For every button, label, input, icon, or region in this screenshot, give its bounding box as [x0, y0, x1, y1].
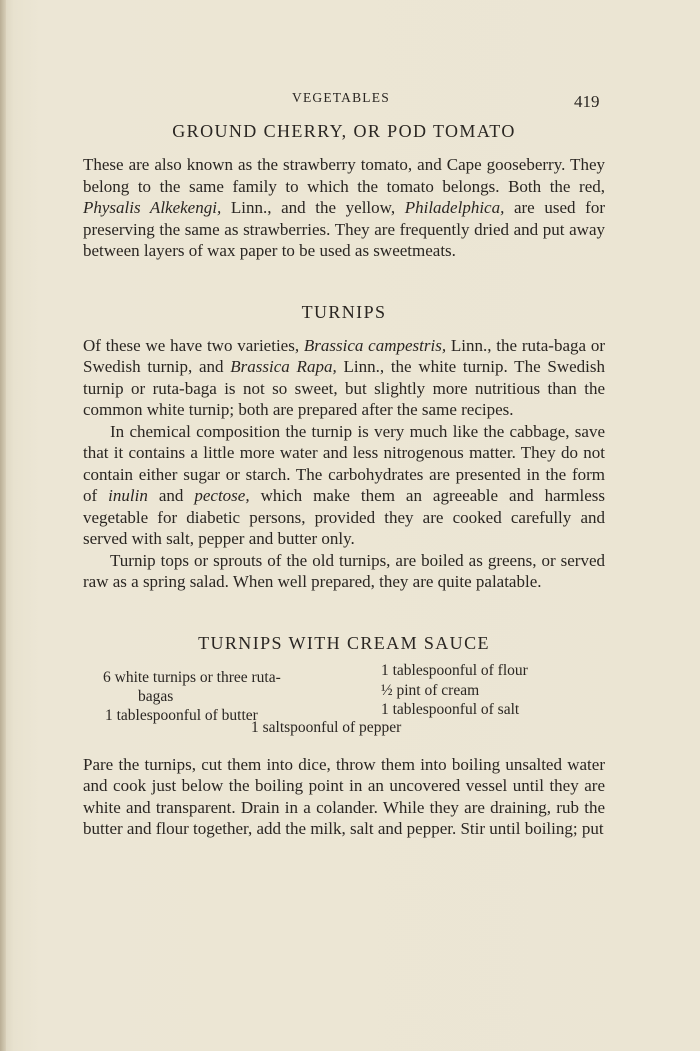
ingredient-flour: 1 tablespoonful of flour	[381, 661, 528, 679]
section-title-ground-cherry: GROUND CHERRY, OR POD TOMATO	[172, 121, 516, 141]
ingredient-pepper: 1 saltspoonful of pepper	[251, 718, 402, 736]
text-run: are used for preserving the same as strawberries. They are frequently dried and put away between layers of wax paper to be used as sweetmeats.	[83, 198, 605, 260]
running-head: VEGETABLES	[292, 90, 390, 105]
ingredient-cream: ½ pint of cream	[381, 681, 480, 699]
page-content	[83, 118, 605, 840]
paragraph-turnips-cream-method: Pare the turnips, cut them into dice, throw them into boiling unsalted water and cook just below the boiling point in an uncovered vessel until they are white and transparent. Drain in a colander. While they are draining, rub the butter and flour together, add the milk, salt and pepper. Stir until boiling; put	[83, 754, 605, 838]
text-run: which make them an agreeable and harmless vegetable for diabetic persons, provided they are cooked carefully and served with salt, pepper and butter only.	[83, 486, 606, 548]
ingredient-turnips: 6 white turnips or three ruta-	[103, 668, 281, 686]
paragraph-turnips-tops: Turnip tops or sprouts of the old turnips, are boiled as greens, or served raw as a spring salad. When well prepared, they are quite palatable.	[83, 550, 605, 591]
text-run: Of these we have two varieties,	[83, 335, 304, 355]
ingredient-salt: 1 tablespoonful of salt	[381, 700, 520, 718]
italic-latin-name: Philadelphica,	[404, 198, 505, 217]
page-binding-edge	[0, 0, 6, 1051]
section-title-turnips: TURNIPS	[301, 301, 387, 322]
italic-latin-name: Brassica campestris,	[303, 335, 447, 355]
text-run: and	[147, 486, 195, 505]
italic-latin-name: Physalis Alkekengi,	[83, 198, 222, 217]
italic-term: inulin	[108, 486, 148, 505]
section-title-turnips-cream-sauce: TURNIPS WITH CREAM SAUCE	[198, 632, 490, 653]
italic-latin-name: Brassica Rapa,	[230, 357, 337, 376]
text-run: In chemical composition the turnip is very much like the cabbage, save that it contains a little more water and less nitrogenous matter. They do not contain either sugar or starch. The carbohydrates are presented in the form of	[83, 421, 605, 505]
text-run: Linn., and the yellow,	[221, 198, 405, 217]
text-run: These are also known as the strawberry tomato, and Cape gooseberry. They belong to the same family to which the tomato belongs. Both the red,	[83, 155, 605, 196]
ingredient-butter: 1 tablespoonful of butter	[105, 706, 258, 724]
text-run: Linn., the ruta-baga or Swedish turnip, and	[83, 335, 606, 376]
ingredient-list	[83, 661, 605, 736]
paragraph-turnips-composition	[83, 421, 605, 550]
text-run: Linn., the white turnip. The Swedish turnip or ruta-baga is not so sweet, but slightly more nutritious than the common white turnip; both are prepared after the same recipes.	[83, 357, 605, 419]
paragraph-turnips-varieties	[83, 335, 605, 421]
italic-term: pectose,	[194, 486, 250, 505]
page-header	[0, 88, 700, 112]
ingredient-turnips-cont: bagas	[138, 687, 174, 705]
page-number: 419	[574, 92, 600, 111]
paragraph-ground-cherry	[83, 154, 605, 262]
